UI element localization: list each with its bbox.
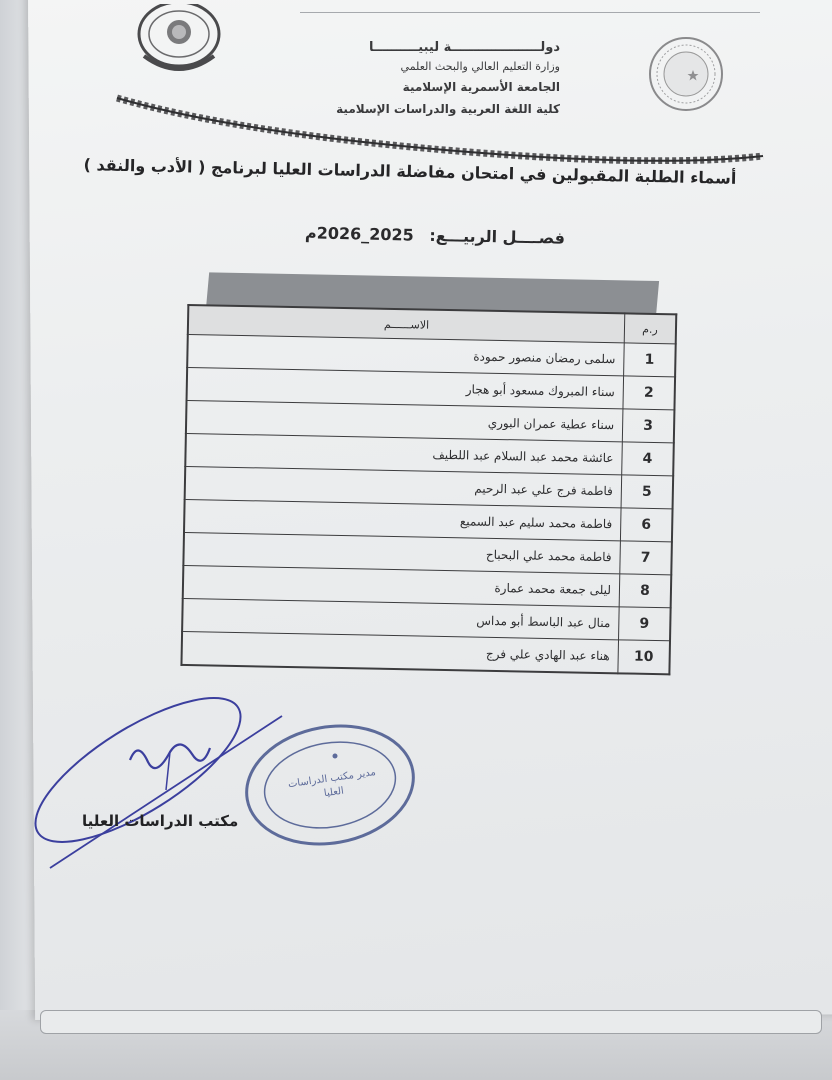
row-number: 4 <box>622 442 674 476</box>
office-label: مكتب الدراسات العليا <box>82 812 239 830</box>
row-number: 8 <box>619 574 671 608</box>
decorative-border <box>115 92 765 164</box>
student-name: سناء المبروك مسعود أبو هجار <box>187 368 624 409</box>
row-number: 5 <box>621 475 673 509</box>
row-number: 10 <box>618 640 670 674</box>
header-ministry: وزارة التعليم العالي والبحث العلمي <box>400 60 560 73</box>
students-table-container <box>180 272 678 683</box>
university-logo-icon <box>134 4 224 74</box>
row-number: 3 <box>622 409 674 443</box>
student-name: عائشة محمد عبد السلام عبد اللطيف <box>185 433 622 474</box>
student-name: هناء عبد الهادي علي فرج <box>181 631 618 673</box>
semester-years: 2025_2026م <box>304 223 414 245</box>
student-name: ليلى جمعة محمد عمارة <box>183 565 620 606</box>
semester-label: فصــــل الربيـــع: <box>429 225 566 248</box>
column-header-name: الاســــــم <box>188 305 625 343</box>
student-name: فاطمة فرج علي عبد الرحيم <box>185 466 622 507</box>
student-name: منال عبد الباسط أبو مداس <box>182 598 619 639</box>
row-number: 6 <box>620 508 672 542</box>
student-name: فاطمة محمد سليم عبد السميع <box>184 499 621 540</box>
student-name: سلمى رمضان منصور حمودة <box>187 335 624 376</box>
stamp-text: مدير مكتب الدراسات العليا <box>287 766 377 800</box>
students-table <box>180 304 677 675</box>
student-name: سناء عطية عمران البوري <box>186 400 623 441</box>
student-name: فاطمة محمد علي البحباح <box>183 532 620 573</box>
bottom-sheet-edge <box>40 1010 822 1034</box>
top-border-line <box>300 2 760 13</box>
column-header-number: ر.م <box>624 313 676 343</box>
row-number: 1 <box>624 343 676 377</box>
document-title: أسماء الطلبة المقبولين في امتحان مفاضلة الدراسات العليا لبرنامج ( الأدب والنقد ) <box>83 155 737 188</box>
row-number: 2 <box>623 376 675 410</box>
header-university: الجامعة الأسمرية الإسلامية <box>402 80 560 94</box>
row-number: 9 <box>619 607 671 641</box>
header-state: دولــــــــــــــــــــة ليبيــــــــــا <box>368 40 560 55</box>
row-number: 7 <box>620 541 672 575</box>
header-faculty: كلية اللغة العربية والدراسات الإسلامية <box>336 102 560 116</box>
